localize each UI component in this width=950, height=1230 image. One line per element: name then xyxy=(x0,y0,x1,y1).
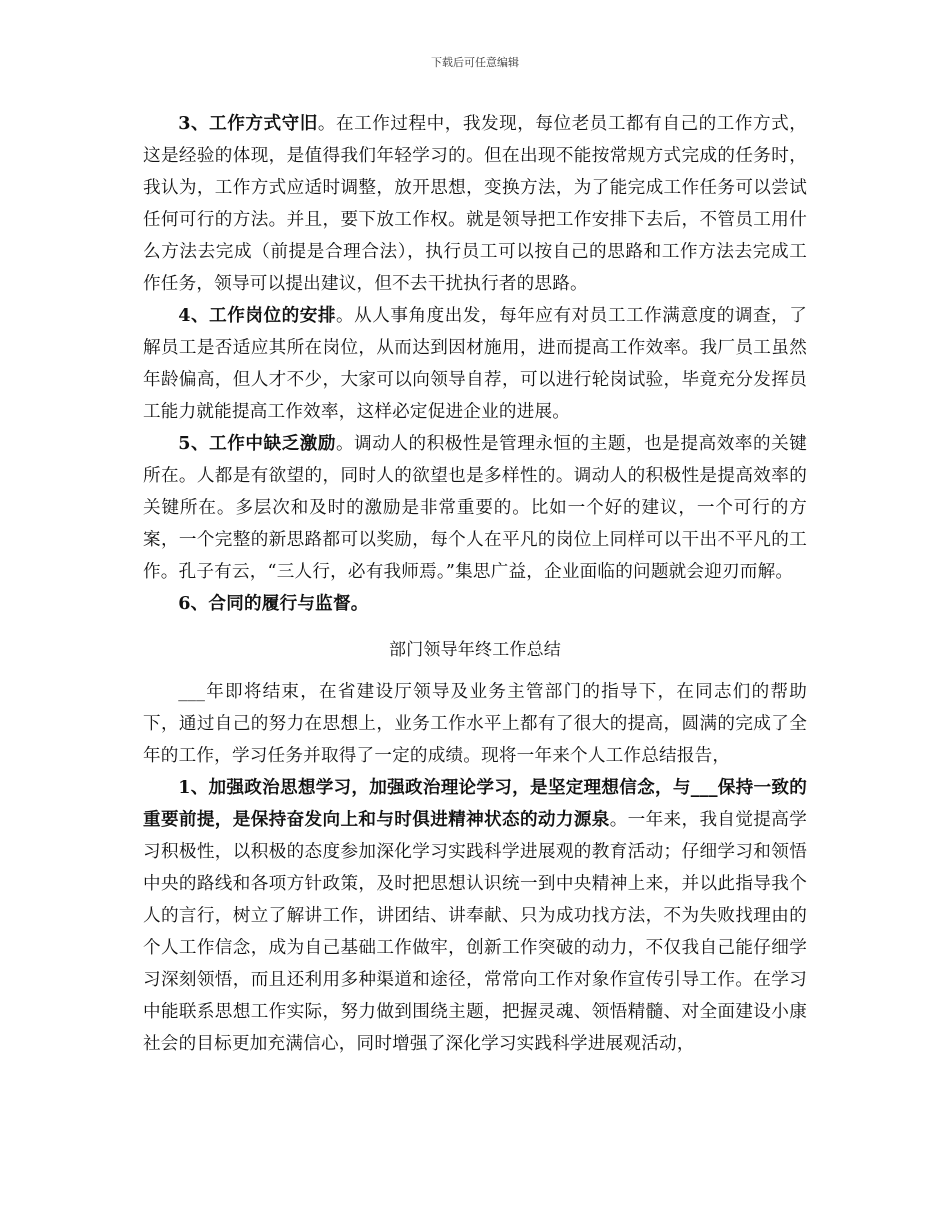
point-heading-b: 保持一致的重要前提，是保持奋发向上和与时俱进精神状态的动力源泉 xyxy=(143,777,807,830)
paragraph-text: 。在工作过程中，我发现，每位老员工都有自己的工作方式，这是经验的体现，是值得我们年轻学习的。但在出现不能按常规方式完成的任务时，我认为，工作方式应适时调整，放开思想，变换方法，为了能完成工作任务可以尝试任何可行的方法。并且，要下放工作权。就是领导把工作安排下去后，不管员工用什么方法去完成（前提是合理合法），执行员工可以按自己的思路和工作方法去完成工作任务，领导可以提出建议，但不去干扰执行者的思路。 xyxy=(143,114,808,294)
page-header: 下载后可任意编辑 xyxy=(431,56,519,69)
paragraph-3 xyxy=(143,108,807,300)
document-body xyxy=(143,108,807,1060)
paragraph-heading: 5、工作中缺乏激励 xyxy=(178,433,336,454)
blank-underline: ___ xyxy=(178,682,206,702)
paragraph-text: 。从人事角度出发，每年应有对员工工作满意度的调查，了解员工是否适应其所在岗位，从而达到因材施用，进而提高工作效率。我厂员工虽然年龄偏高，但人才不少，大家可以向领导自荐，可以进行轮岗试验，毕竟充分发挥员工能力就能提高工作效率，这样必定促进企业的进展。 xyxy=(143,306,808,422)
paragraph-heading: 4、工作岗位的安排 xyxy=(178,305,336,326)
section-title: 部门领导年终工作总结 xyxy=(389,640,561,660)
paragraph-heading: 6、合同的履行与监督。 xyxy=(178,593,369,614)
paragraph-5 xyxy=(143,428,807,588)
intro-text: 年即将结束，在省建设厅领导及业务主管部门的指导下，在同志们的帮助下，通过自己的努力在思想上，业务工作水平上都有了很大的提高，圆满的完成了全年的工作，学习任务并取得了一定的成绩。现将一年来个人工作总结报告， xyxy=(143,682,807,766)
point-heading-a: 1、加强政治思想学习，加强政治理论学习，是坚定理想信念，与 xyxy=(178,777,691,798)
paragraph-heading: 3、工作方式守旧 xyxy=(178,113,318,134)
intro-paragraph xyxy=(143,676,807,772)
point-text: 。一年来，我自觉提高学习积极性，以积极的态度参加深化学习实践科学进展观的教育活动；仔细学习和领悟中央的路线和各项方针政策，及时把思想认识统一到中央精神上来，并以此指导我个人的言行，树立了解讲工作，讲团结、讲奉献、只为成功找方法，不为失败找理由的个人工作信念，成为自己基础工作做牢，创新工作突破的动力，不仅我自己能仔细学习深刻领悟，而且还利用多种渠道和途径，常常向工作对象作宣传引导工作。在学习中能联系思想工作实际，努力做到围绕主题，把握灵魂、领悟精髓、对全面建设小康社会的目标更加充满信心，同时增强了深化学习实践科学进展观活动， xyxy=(143,810,807,1054)
blank-underline: ___ xyxy=(690,777,718,798)
paragraph-6 xyxy=(143,588,807,620)
paragraph-4 xyxy=(143,300,807,428)
point-1-paragraph xyxy=(143,772,807,1060)
paragraph-text: 。调动人的积极性是管理永恒的主题，也是提高效率的关键所在。人都是有欲望的，同时人的欲望也是多样性的。调动人的积极性是提高效率的关键所在。多层次和及时的激励是非常重要的。比如一个好的建议，一个可行的方案，一个完整的新思路都可以奖励，每个人在平凡的岗位上同样可以干出不平凡的工作。孔子有云，“三人行，必有我师焉。”集思广益，企业面临的问题就会迎刃而解。 xyxy=(143,434,808,582)
